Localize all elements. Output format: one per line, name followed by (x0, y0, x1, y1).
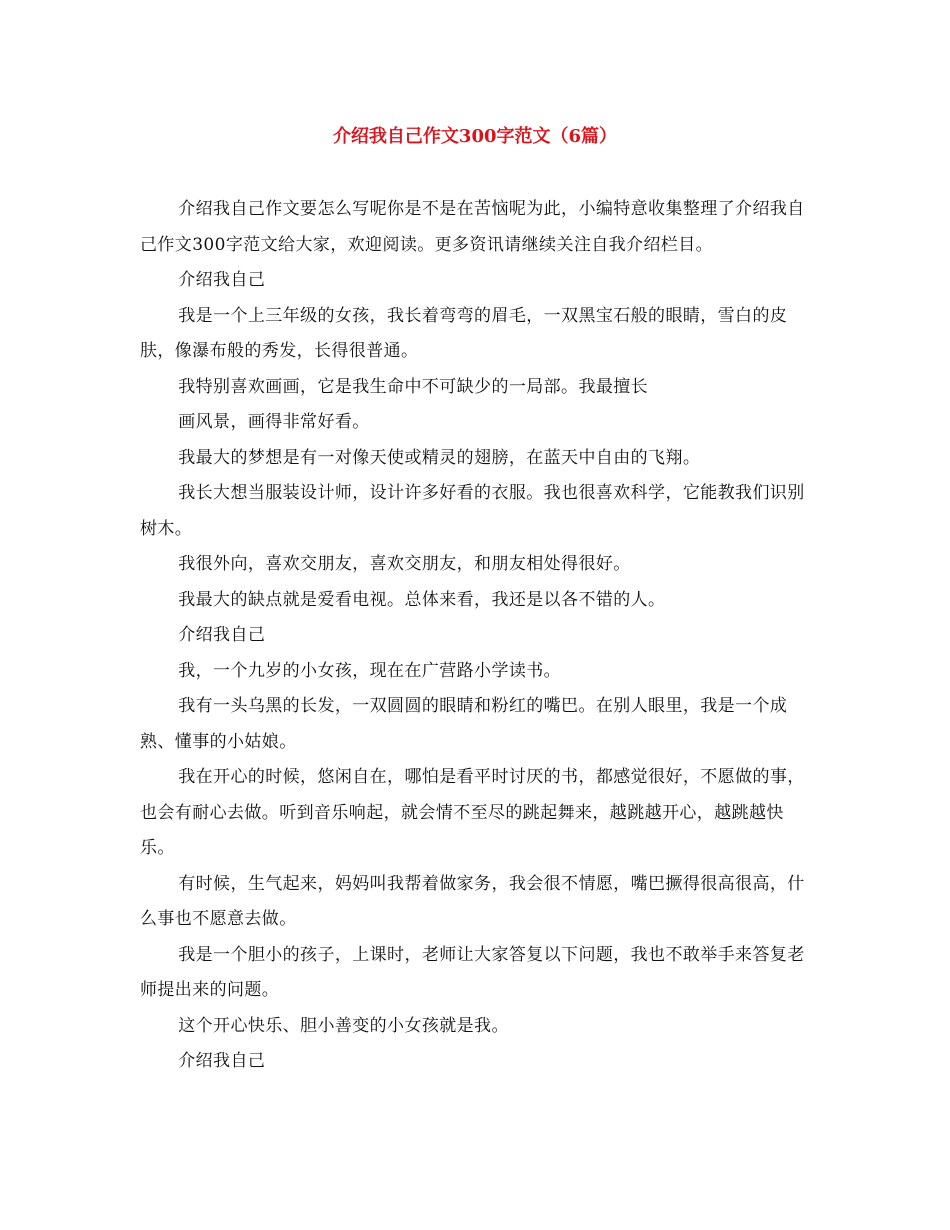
paragraph: 我长大想当服装设计师，设计许多好看的衣服。我也很喜欢科学，它能教我们识别树木。 (140, 483, 805, 539)
paragraph: 我在开心的时候，悠闲自在，哪怕是看平时讨厌的书，都感觉很好，不愿做的事，也会有耐心去做。听到音乐响起，就会情不至尽的跳起舞来，越跳越开心，越跳越快乐。 (140, 767, 805, 858)
paragraph: 画风景，画得非常好看。 (178, 412, 370, 432)
section-heading: 介绍我自己 (178, 625, 266, 645)
paragraph: 这个开心快乐、胆小善变的小女孩就是我。 (178, 1015, 509, 1036)
paragraph: 我有一头乌黑的长发，一双圆圆的眼睛和粉红的嘴巴。在别人眼里，我是一个成熟、懂事的小姑娘。 (140, 696, 788, 752)
paragraph-intro: 介绍我自己作文要怎么写呢你是不是在苦恼呢为此，小编特意收集整理了介绍我自己作文300字范文给大家，欢迎阅读。更多资讯请继续关注自我介绍栏目。 (140, 199, 805, 255)
section-heading: 介绍我自己 (178, 270, 266, 290)
paragraph: 有时候，生气起来，妈妈叫我帮着做家务，我会很不情愿，嘴巴撅得很高很高，什么事也不愿意去做。 (140, 873, 805, 929)
paragraph: 我是一个胆小的孩子，上课时，老师让大家答复以下问题，我也不敢举手来答复老师提出来的问题。 (140, 944, 805, 1000)
section-heading: 介绍我自己 (178, 1051, 266, 1071)
paragraph: 我特别喜欢画画，它是我生命中不可缺少的一局部。我最擅长 (178, 376, 649, 397)
paragraph: 我最大的梦想是有一对像天使或精灵的翅膀，在蓝天中自由的飞翔。 (178, 447, 701, 468)
document-body (140, 192, 812, 1080)
document-title: 介绍我自己作文300字范文（6篇） (332, 126, 618, 147)
paragraph: 我很外向，喜欢交朋友，喜欢交朋友，和朋友相处得很好。 (178, 554, 631, 574)
paragraph: 我，一个九岁的小女孩，现在在广营路小学读书。 (178, 660, 562, 681)
paragraph: 我最大的缺点就是爱看电视。总体来看，我还是以各不错的人。 (178, 589, 666, 610)
paragraph: 我是一个上三年级的女孩，我长着弯弯的眉毛，一双黑宝石般的眼睛，雪白的皮肤，像瀑布般的秀发，长得很普通。 (140, 305, 788, 361)
